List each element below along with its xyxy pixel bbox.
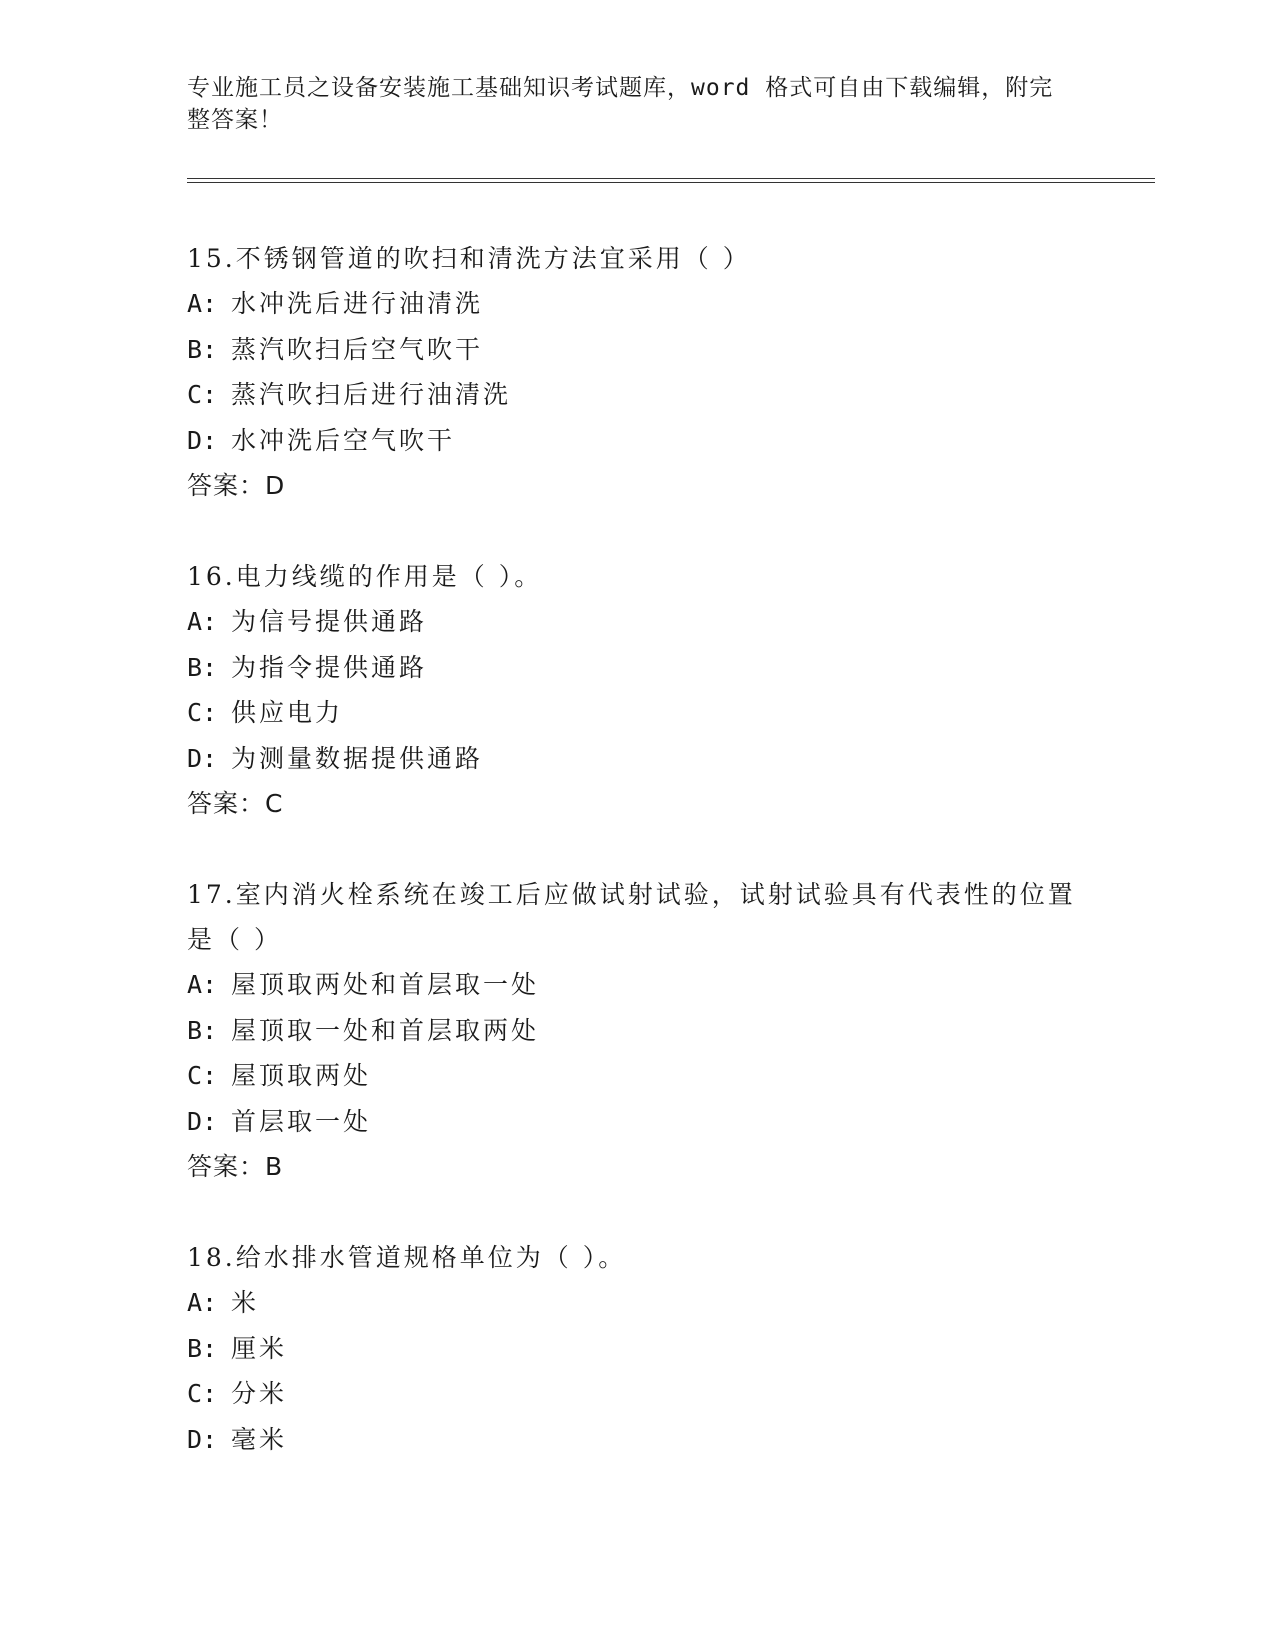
option-letter: B:: [187, 1333, 218, 1363]
document-page: [187, 0, 1147, 1650]
answer-label: 答案：B: [187, 1152, 284, 1181]
option-text: 蒸汽吹扫后空气吹干: [231, 334, 484, 364]
option-letter: D:: [187, 743, 218, 773]
option-c: [187, 1371, 1087, 1417]
option-letter: C:: [187, 380, 218, 409]
option-text: 厘米: [231, 1333, 288, 1363]
option-text: 水冲洗后进行油清洗: [231, 289, 484, 318]
question-16: [187, 554, 1087, 827]
option-text: 米: [231, 1288, 260, 1317]
option-text: 屋顶取一处和首层取两处: [231, 1015, 540, 1045]
question-list: [187, 236, 1087, 1507]
option-d: [187, 1417, 1087, 1463]
option-b: [187, 645, 1087, 691]
option-text: 为测量数据提供通路: [231, 743, 484, 773]
option-a: [187, 281, 1087, 327]
question-stem: 16.电力线缆的作用是（ ）。: [187, 562, 543, 591]
document-header: 专业施工员之设备安装施工基础知识考试题库，word 格式可自由下载编辑，附完 整答案！: [187, 75, 1054, 133]
option-text: 为指令提供通路: [231, 652, 428, 682]
question-17: [187, 872, 1087, 1190]
option-letter: D:: [187, 1106, 218, 1136]
option-c: [187, 1053, 1087, 1099]
option-d: [187, 736, 1087, 782]
option-a: [187, 962, 1087, 1008]
option-text: 毫米: [231, 1424, 288, 1454]
option-letter: B:: [187, 652, 218, 682]
option-letter: A:: [187, 607, 218, 636]
option-text: 屋顶取两处和首层取一处: [231, 970, 540, 999]
option-b: [187, 327, 1087, 373]
option-d: [187, 418, 1087, 464]
option-letter: A:: [187, 289, 218, 318]
option-letter: C:: [187, 1379, 218, 1408]
option-letter: A:: [187, 970, 218, 999]
question-stem: 18.给水排水管道规格单位为（ ）。: [187, 1243, 627, 1272]
option-text: 供应电力: [231, 698, 344, 727]
option-letter: B:: [187, 1015, 218, 1045]
option-letter: B:: [187, 334, 218, 364]
option-a: [187, 1280, 1087, 1326]
option-text: 分米: [231, 1379, 288, 1408]
option-text: 蒸汽吹扫后进行油清洗: [231, 380, 512, 409]
option-a: [187, 599, 1087, 645]
question-stem: 15.不锈钢管道的吹扫和清洗方法宜采用（ ）: [187, 244, 751, 273]
header-divider: [187, 178, 1155, 183]
option-letter: D:: [187, 1424, 218, 1454]
option-c: [187, 372, 1087, 418]
option-letter: A:: [187, 1288, 218, 1317]
option-text: 首层取一处: [231, 1106, 372, 1136]
option-text: 水冲洗后空气吹干: [231, 425, 456, 455]
option-letter: C:: [187, 698, 218, 727]
option-b: [187, 1008, 1087, 1054]
question-stem: 17.室内消火栓系统在竣工后应做试射试验，试射试验具有代表性的位置是（ ）: [187, 880, 1076, 954]
question-18: [187, 1235, 1087, 1462]
option-text: 屋顶取两处: [231, 1061, 372, 1090]
option-letter: C:: [187, 1061, 218, 1090]
answer-label: 答案：D: [187, 471, 286, 500]
option-d: [187, 1099, 1087, 1145]
option-c: [187, 690, 1087, 736]
option-letter: D:: [187, 425, 218, 455]
question-15: [187, 236, 1087, 509]
option-b: [187, 1326, 1087, 1372]
option-text: 为信号提供通路: [231, 607, 428, 636]
answer-label: 答案：C: [187, 789, 284, 818]
